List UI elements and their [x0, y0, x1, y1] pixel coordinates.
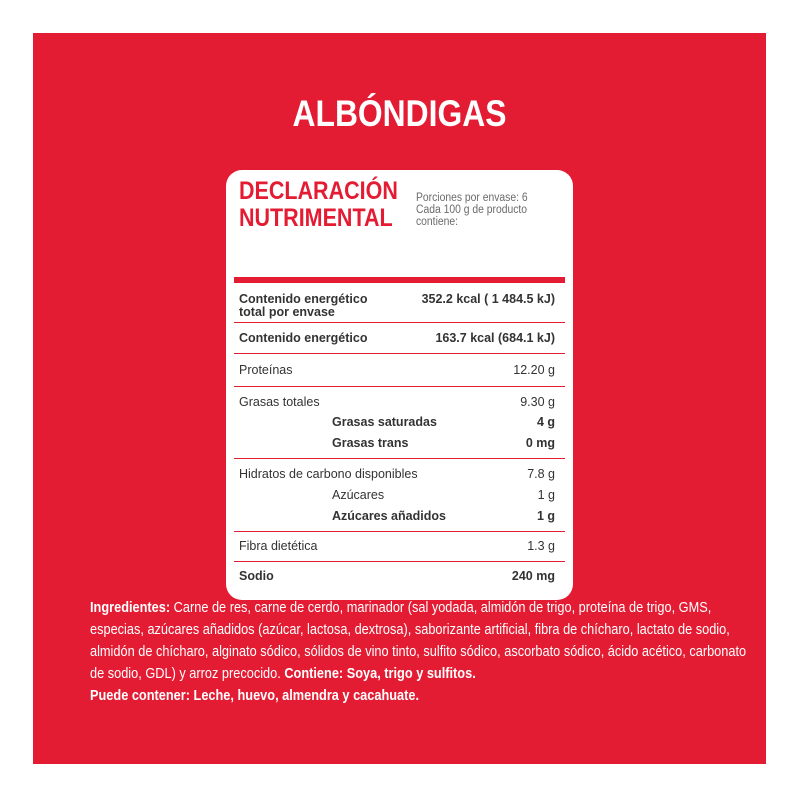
energy-total-label [239, 293, 367, 319]
background-panel [33, 33, 766, 764]
carbs-label: Hidratos de carbono disponibles [239, 467, 418, 481]
divider [234, 353, 565, 354]
portions-line-1: Porciones por envase: 6 [416, 192, 528, 204]
energy-value: 163.7 kcal (684.1 kJ) [435, 331, 555, 345]
heading-line-2: NUTRIMENTAL [239, 204, 393, 232]
ingredients-list: Carne de res, carne de cerdo, marinador (sal yodada, almidón de trigo, proteína de trigo, GMS, especias, azúcares añadidos (azúcar, lactosa, dextrosa), saborizante artificial, fibra de chícharo, lactato de sodio, almidón de chícharo, alginato sódico, sólidos de vino tinto, sulfito sódico, ascorbato sódico, ácido acético, carbonato de sodio, GDL) y arroz precocido. [90, 600, 747, 682]
divider [234, 386, 565, 387]
protein-value: 12.20 g [513, 363, 555, 377]
added-sugars-label: Azúcares añadidos [332, 509, 446, 523]
allergen-contains: Contiene: Soya, trigo y sulfitos. [284, 666, 476, 682]
total-fat-value: 9.30 g [520, 395, 555, 409]
heading-line-1: DECLARACIÓN [239, 177, 398, 205]
product-title: ALBÓNDIGAS [292, 93, 507, 134]
saturated-fat-value: 4 g [536, 415, 555, 429]
trans-fat-label: Grasas trans [332, 436, 409, 450]
total-fat-label: Grasas totales [239, 395, 320, 409]
fiber-value: 1.3 g [527, 539, 555, 553]
trans-fat-value: 0 mg [525, 436, 555, 450]
saturated-fat-label: Grasas saturadas [332, 415, 437, 429]
divider-thick [234, 277, 565, 283]
protein-label: Proteínas [239, 363, 293, 377]
divider [234, 458, 565, 459]
energy-total-value: 352.2 kcal ( 1 484.5 kJ) [421, 292, 555, 306]
divider [234, 561, 565, 562]
fiber-label: Fibra dietética [239, 539, 318, 553]
nutrition-header [226, 170, 573, 240]
sugars-value: 1 g [537, 488, 555, 502]
energy-label: Contenido energético [239, 331, 368, 345]
divider [234, 531, 565, 532]
energy-total-label-line-1: Contenido energético [239, 292, 368, 306]
divider [234, 322, 565, 323]
sugars-label: Azúcares [332, 488, 385, 502]
added-sugars-value: 1 g [536, 509, 555, 523]
ingredients-heading: Ingredientes: [90, 600, 171, 616]
portions-line-3: contiene: [416, 216, 459, 228]
allergen-may-contain: Puede contener: Leche, huevo, almendra y cacahuate. [90, 688, 420, 704]
ingredients-text [90, 597, 759, 707]
portions-line-2: Cada 100 g de producto [416, 204, 528, 216]
nutrition-facts-card [226, 170, 573, 600]
portions-info [416, 192, 551, 228]
sodium-label: Sodio [239, 569, 274, 583]
carbs-value: 7.8 g [527, 467, 555, 481]
energy-total-label-line-2: total por envase [239, 305, 335, 319]
sodium-value: 240 mg [511, 569, 555, 583]
nutrition-heading [239, 178, 398, 232]
